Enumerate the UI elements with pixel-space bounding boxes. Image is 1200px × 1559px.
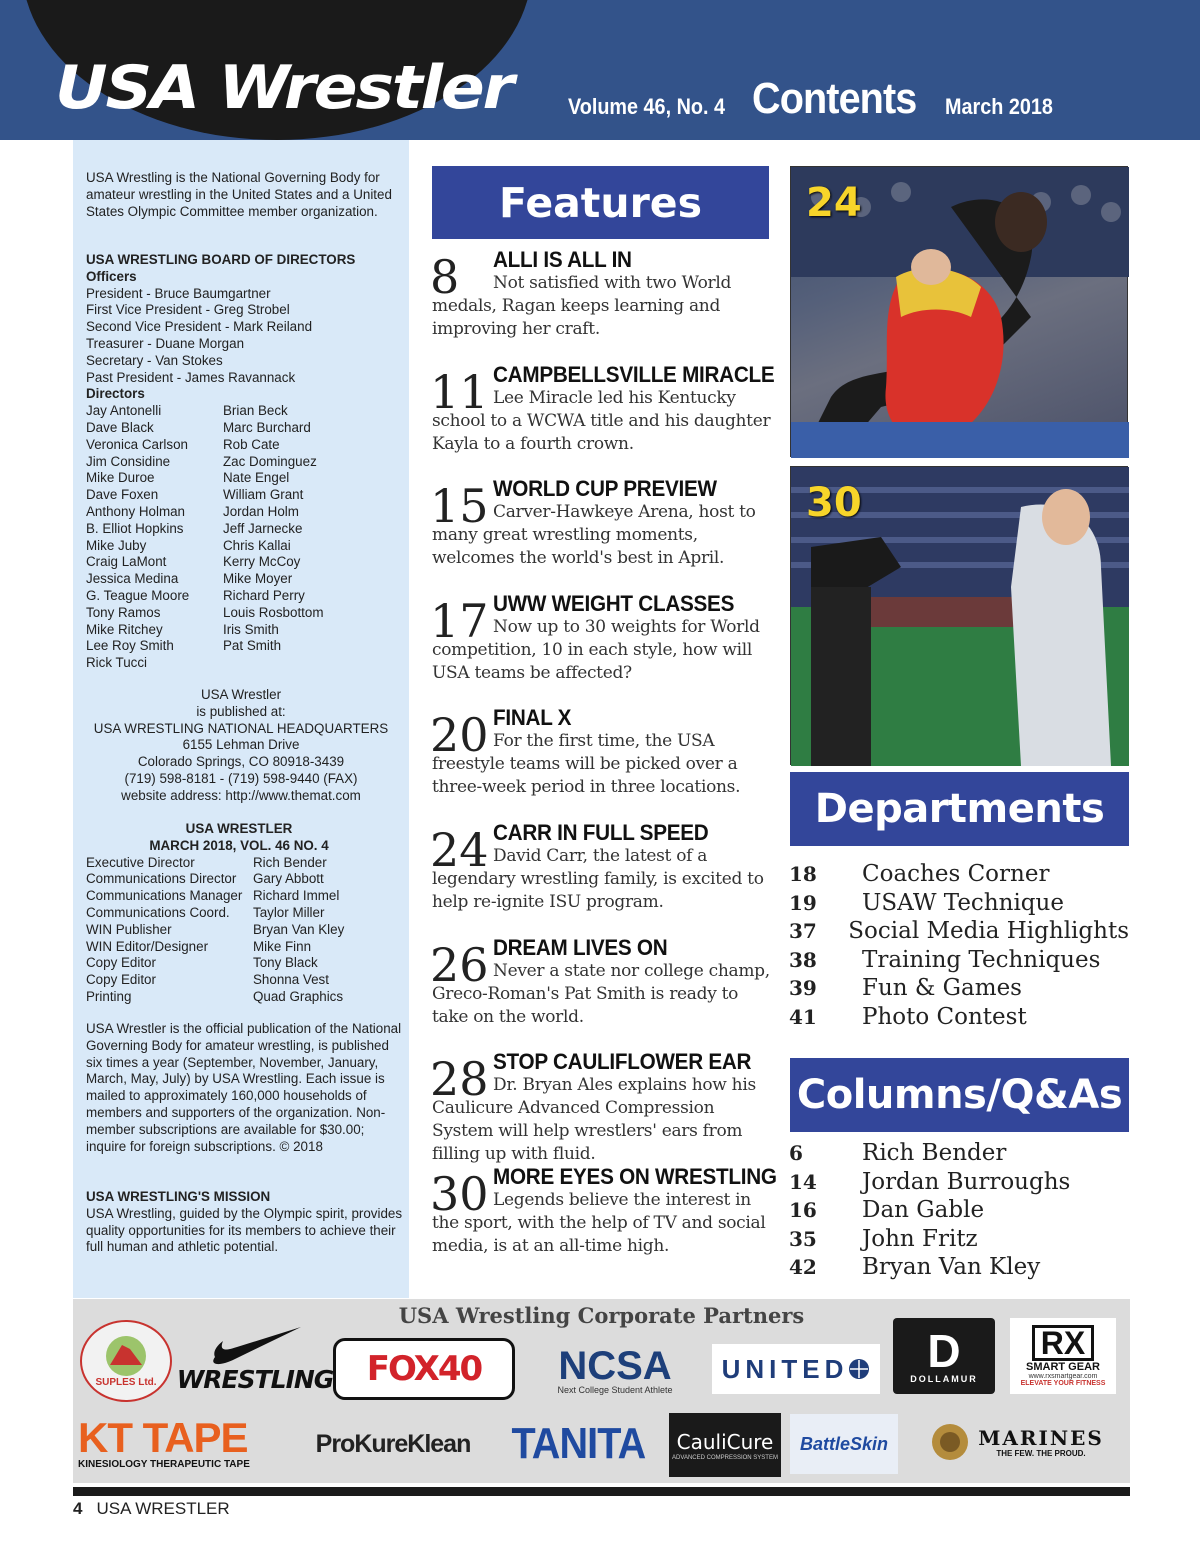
- issue-date: March 2018: [945, 94, 1053, 119]
- director-name: Chris Kallai: [223, 537, 291, 553]
- directors-left-column: [86, 403, 223, 672]
- staff-row: [86, 888, 404, 905]
- suples-wrestlers-icon: [96, 1335, 156, 1377]
- rx-subtitle: SMART GEAR: [1026, 1361, 1100, 1373]
- feature-description: Not satisfied with two World medals, Ragan keeps learning and improving her craft.: [432, 273, 732, 339]
- nike-wrestling-logo: [176, 1314, 334, 1402]
- staff-row: [86, 989, 404, 1006]
- columns-name: Bryan Van Kley: [862, 1254, 1041, 1281]
- directors-right-column: [223, 403, 404, 672]
- suples-logo-text: SUPLES Ltd.: [95, 1376, 157, 1388]
- feature-title: STOP CAULIFLOWER EAR: [493, 1049, 752, 1075]
- masthead-title: USA WRESTLER: [185, 821, 293, 836]
- director-name: Jim Considine: [86, 453, 171, 469]
- departments-page-number: 39: [789, 976, 817, 1001]
- dollamur-text: DOLLAMUR: [910, 1374, 978, 1384]
- staff-role: Executive Director: [86, 854, 195, 870]
- staff-row: [86, 972, 404, 989]
- feature-description: Lee Miracle led his Kentucky school to a WCWA title and his daughter Kayla to a fourth crown.: [432, 387, 771, 454]
- marines-logo: [913, 1414, 1119, 1470]
- usa-wrestler-logo: USA Wrestler: [55, 53, 513, 123]
- director-name: Richard Perry: [223, 587, 305, 603]
- feature-description: Never a state nor college champ, Greco-Roman's Pat Smith is ready to take on the world.: [432, 960, 770, 1027]
- rx-smart-gear-logo: [1010, 1318, 1116, 1394]
- staff-name: Quad Graphics: [253, 988, 344, 1004]
- staff-row: [86, 855, 404, 872]
- tanita-text: TANITA: [511, 1419, 645, 1468]
- feature-page-badge-24: 24: [806, 180, 862, 226]
- columns-page-number: 35: [789, 1226, 817, 1251]
- officers-title: Officers: [86, 268, 137, 284]
- nike-swoosh-icon: [205, 1323, 305, 1365]
- columns-name: Dan Gable: [862, 1197, 985, 1224]
- staff-name: Tony Black: [253, 955, 318, 971]
- prokureklean-text: ProKureKlean: [315, 1429, 471, 1458]
- tanita-logo: [498, 1416, 658, 1472]
- staff-name: Richard Immel: [253, 888, 340, 904]
- marines-text-block: [978, 1427, 1104, 1458]
- feature-description: Legends believe the interest in the sport, with the help of TV and social media, is at an all-time high.: [432, 1189, 766, 1256]
- departments-page-number: 19: [789, 890, 817, 915]
- columns-page-number: 14: [789, 1169, 817, 1194]
- departments-page-number: 18: [789, 862, 817, 886]
- feature-title: MORE EYES ON WRESTLING: [493, 1163, 777, 1189]
- columns-row: [789, 1196, 1129, 1225]
- caulicure-text: CauliCure: [676, 1430, 774, 1454]
- director-name: Rick Tucci: [86, 655, 148, 671]
- footer-title: USA WRESTLER: [96, 1499, 230, 1518]
- columns-name: Rich Bender: [862, 1140, 1007, 1166]
- columns-page-number: 42: [789, 1255, 817, 1280]
- staff-role: Communications Manager: [86, 888, 243, 904]
- battleskin-logo: [790, 1414, 898, 1474]
- departments-name: USAW Technique: [862, 889, 1064, 916]
- feature-page-number: 26: [430, 937, 489, 992]
- columns-page-number: 16: [789, 1198, 817, 1223]
- departments-page-number: 37: [789, 919, 817, 944]
- officer-line: First Vice President - Greg Strobel: [86, 302, 290, 318]
- feature-item: [432, 248, 772, 341]
- staff-name: Taylor Miller: [253, 904, 325, 920]
- feature-description: Dr. Bryan Ales explains how his Caulicure Advanced Compression System will help wrestlers' ears from filling up with fluid.: [432, 1075, 756, 1165]
- feature-page-number: 30: [430, 1166, 489, 1221]
- columns-row: [789, 1225, 1129, 1254]
- board-block: [86, 252, 404, 672]
- contents-title: Contents: [752, 74, 917, 123]
- staff-role: WIN Publisher: [86, 921, 172, 937]
- departments-name: Social Media Highlights: [848, 918, 1129, 945]
- staff-list: [86, 855, 404, 1006]
- address-line: (719) 598-8181 - (719) 598-9440 (FAX): [124, 770, 358, 786]
- columns-row: [789, 1139, 1129, 1168]
- officer-line: President - Bruce Baumgartner: [86, 285, 271, 301]
- feature-title: ALLI IS ALL IN: [493, 247, 632, 272]
- staff-name: Shonna Vest: [253, 972, 329, 988]
- director-name: G. Teague Moore: [86, 587, 190, 603]
- director-name: Anthony Holman: [86, 503, 185, 519]
- departments-name: Coaches Corner: [862, 861, 1050, 887]
- feature-title: WORLD CUP PREVIEW: [493, 476, 717, 502]
- features-heading: Features: [432, 166, 769, 239]
- intro-text: USA Wrestling is the National Governing Body for amateur wrestling in the United States and a United States Olympic Committee member organization.: [86, 170, 392, 219]
- united-logo: [712, 1344, 880, 1394]
- caulicure-subtitle: ADVANCED COMPRESSION SYSTEM: [672, 1455, 778, 1461]
- director-name: Lee Roy Smith: [86, 638, 174, 654]
- staff-role: Copy Editor: [86, 972, 156, 988]
- departments-name: Fun & Games: [862, 975, 1022, 1002]
- departments-row: [789, 974, 1129, 1003]
- united-globe-icon: [848, 1358, 870, 1380]
- feature-item: [430, 361, 775, 456]
- masthead-block: [86, 821, 404, 1006]
- feature-page-badge-30: 30: [806, 480, 862, 526]
- director-name: Jeff Jarnecke: [223, 520, 303, 536]
- mission-title: USA WRESTLING'S MISSION: [86, 1189, 271, 1204]
- ncsa-text: NCSA: [558, 1344, 672, 1388]
- ncsa-logo: [530, 1342, 700, 1400]
- columns-name: Jordan Burroughs: [862, 1168, 1071, 1195]
- directors-list: [86, 403, 404, 672]
- masthead-banner: [0, 0, 1200, 140]
- address-line: USA Wrestler: [200, 687, 282, 702]
- feature-title: CAMPBELLSVILLE MIRACLE: [493, 361, 775, 387]
- director-name: William Grant: [223, 487, 304, 503]
- director-name: Iris Smith: [223, 621, 279, 637]
- departments-name: Training Techniques: [862, 946, 1101, 973]
- officer-line: Secretary - Van Stokes: [86, 352, 223, 368]
- director-name: Jay Antonelli: [86, 403, 162, 419]
- departments-page-number: 38: [789, 947, 817, 972]
- departments-row: [789, 860, 1129, 889]
- mission-block: [86, 1189, 404, 1256]
- columns-heading: Columns/Q&As: [790, 1058, 1129, 1132]
- feature-item: [432, 592, 772, 685]
- rx-url: www.rxsmartgear.com: [1028, 1373, 1098, 1380]
- page-number: 4: [73, 1499, 83, 1518]
- feature-page-number: 15: [430, 479, 489, 534]
- ncsa-subtitle: Next College Student Athlete: [557, 1385, 673, 1395]
- columns-row: [789, 1253, 1129, 1282]
- director-name: B. Elliot Hopkins: [86, 520, 184, 536]
- dollamur-logo: [893, 1318, 995, 1394]
- feature-item: [432, 821, 772, 914]
- staff-row: [86, 939, 404, 956]
- feature-item: [432, 1050, 772, 1166]
- staff-name: Mike Finn: [253, 938, 312, 954]
- director-name: Rob Cate: [223, 436, 280, 452]
- volume-label: Volume 46, No. 4: [568, 94, 725, 119]
- battleskin-text: BattleSkin: [799, 1433, 889, 1454]
- kt-tape-subtitle: KINESIOLOGY THERAPEUTIC TAPE: [78, 1458, 250, 1470]
- rx-text: RX: [1032, 1325, 1094, 1361]
- suples-logo: [80, 1320, 172, 1402]
- feature-description: Carver-Hawkeye Arena, host to many great wrestling moments, welcomes the world's best in April.: [432, 502, 756, 569]
- feature-item: [430, 1163, 777, 1258]
- address-line: Colorado Springs, CO 80918-3439: [137, 754, 345, 770]
- director-name: Veronica Carlson: [86, 436, 188, 452]
- feature-item: [432, 936, 772, 1029]
- address-line: 6155 Lehman Drive: [182, 737, 300, 753]
- departments-row: [789, 946, 1129, 975]
- address-line: website address: http://www.themat.com: [121, 787, 361, 803]
- feature-page-number: 17: [430, 593, 489, 648]
- director-name: Dave Foxen: [86, 487, 159, 503]
- feature-page-number: 28: [430, 1052, 489, 1107]
- director-name: Pat Smith: [223, 638, 282, 654]
- caulicure-logo: [669, 1413, 781, 1477]
- director-name: Nate Engel: [223, 470, 290, 486]
- directors-title: Directors: [86, 386, 145, 402]
- publication-address: [73, 687, 409, 805]
- feature-page-number: 24: [430, 823, 489, 877]
- prokureklean-logo: [303, 1420, 483, 1468]
- feature-description: Now up to 30 weights for World competition, 10 in each style, how will USA teams be affected?: [432, 616, 760, 683]
- columns-name: John Fritz: [862, 1225, 978, 1252]
- departments-list: [789, 860, 1129, 1032]
- director-name: Marc Burchard: [223, 419, 311, 435]
- staff-role: WIN Editor/Designer: [86, 938, 209, 954]
- staff-role: Copy Editor: [86, 955, 156, 971]
- feature-title: FINAL X: [493, 705, 572, 731]
- director-name: Craig LaMont: [86, 554, 167, 570]
- marines-subtitle: THE FEW. THE PROUD.: [996, 1448, 1086, 1458]
- staff-name: Bryan Van Kley: [253, 921, 345, 937]
- board-title: USA WRESTLING BOARD OF DIRECTORS: [86, 252, 356, 267]
- address-line: is published at:: [196, 703, 286, 719]
- partners-title: USA Wrestling Corporate Partners: [398, 1303, 805, 1328]
- feature-page-number: 8: [430, 250, 460, 304]
- departments-row: [789, 1003, 1129, 1032]
- director-name: Jordan Holm: [223, 503, 299, 519]
- dollamur-d-icon: D: [927, 1325, 961, 1377]
- officer-line: Treasurer - Duane Morgan: [86, 335, 245, 351]
- feature-description: For the first time, the USA freestyle teams will be picked over a three-week period in three locations.: [432, 731, 741, 798]
- mission-text: USA Wrestling, guided by the Olympic spirit, provides quality opportunities for its members to achieve their full human and athletic potential.: [86, 1205, 403, 1255]
- departments-page-number: 41: [789, 1004, 817, 1029]
- feature-title: DREAM LIVES ON: [493, 934, 668, 960]
- feature-item: [432, 477, 772, 570]
- officer-line: Second Vice President - Mark Reiland: [86, 319, 313, 335]
- departments-row: [789, 889, 1129, 918]
- rx-tagline: ELEVATE YOUR FITNESS: [1020, 1380, 1106, 1387]
- staff-row: [86, 905, 404, 922]
- staff-row: [86, 922, 404, 939]
- director-name: Kerry McCoy: [223, 554, 301, 570]
- staff-role: Printing: [86, 988, 132, 1004]
- director-name: Mike Juby: [86, 537, 147, 553]
- bottom-rule: [73, 1487, 1130, 1496]
- staff-row: [86, 955, 404, 972]
- columns-page-number: 6: [789, 1141, 803, 1165]
- director-name: Mike Duroe: [86, 470, 155, 486]
- columns-list: [789, 1139, 1129, 1282]
- masthead-issue: MARCH 2018, VOL. 46 NO. 4: [149, 837, 329, 853]
- staff-role: Communications Coord.: [86, 904, 230, 920]
- nike-wrestling-text: WRESTLING: [176, 1364, 334, 1394]
- director-name: Tony Ramos: [86, 604, 161, 620]
- feature-title: CARR IN FULL SPEED: [493, 820, 709, 845]
- kt-tape-logo: [78, 1412, 290, 1474]
- official-publication-text: USA Wrestler is the official publication of the National Governing Body for amateur wrestling, is published six times a year (September, November, January, March, May, July) by USA Wrestling. Each issue is mailed to approximately 160,000 households of members and supporters of the organization. Non-member subscriptions are available for $30.00; inquire for foreign subscriptions. © 2018: [86, 1021, 402, 1154]
- director-name: Jessica Medina: [86, 571, 179, 587]
- feature-item: [432, 706, 772, 799]
- kt-tape-text: KT TAPE: [78, 1413, 248, 1461]
- feature-page-number: 11: [430, 364, 489, 419]
- director-name: Mike Moyer: [223, 571, 293, 587]
- marines-text: MARINES: [978, 1425, 1104, 1450]
- departments-row: [789, 917, 1129, 946]
- director-name: Zac Dominguez: [223, 453, 317, 469]
- departments-heading: Departments: [790, 772, 1129, 846]
- columns-row: [789, 1168, 1129, 1197]
- staff-role: Communications Director: [86, 871, 237, 887]
- staff-row: [86, 871, 404, 888]
- page-footer: [73, 1499, 230, 1519]
- staff-name: Rich Bender: [253, 854, 327, 870]
- officer-line: Past President - James Ravannack: [86, 369, 296, 385]
- fox40-text: FOX40: [366, 1349, 482, 1389]
- departments-name: Photo Contest: [862, 1003, 1027, 1030]
- united-text: UNITED: [721, 1353, 849, 1384]
- director-name: Brian Beck: [223, 403, 288, 419]
- director-name: Louis Rosbottom: [223, 604, 324, 620]
- marines-emblem-icon: [928, 1420, 972, 1464]
- feature-description: David Carr, the latest of a legendary wrestling family, is excited to help re-ignite ISU program.: [432, 846, 764, 912]
- feature-title: UWW WEIGHT CLASSES: [493, 590, 735, 616]
- director-name: Mike Ritchey: [86, 621, 163, 637]
- address-line: USA WRESTLING NATIONAL HEADQUARTERS: [93, 720, 389, 736]
- director-name: Dave Black: [86, 419, 154, 435]
- fox40-logo: [333, 1338, 515, 1400]
- staff-name: Gary Abbott: [253, 871, 324, 887]
- feature-page-number: 20: [430, 708, 489, 763]
